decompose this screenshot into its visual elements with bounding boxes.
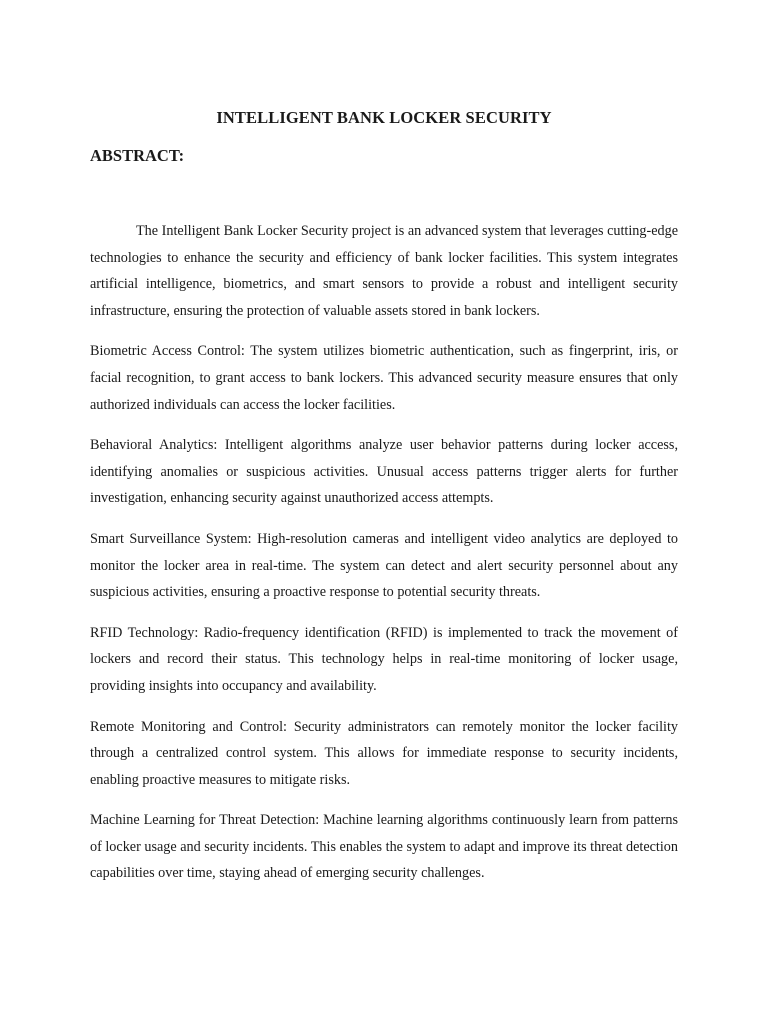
abstract-body <box>90 218 678 901</box>
paragraph-remote-monitoring: Remote Monitoring and Control: Security administrators can remotely monitor the locker facility through a centralized control system. This allows for immediate response to security incidents, enabling proactive measures to mitigate risks. <box>90 718 678 788</box>
paragraph-behavioral-analytics: Behavioral Analytics: Intelligent algorithms analyze user behavior patterns during locker access, identifying anomalies or suspicious activities. Unusual access patterns trigger alerts for further investigation, enhancing security against unauthorized access attempts. <box>90 437 678 507</box>
paragraph-rfid-technology: RFID Technology: Radio-frequency identification (RFID) is implemented to track the movement of lockers and record their status. This technology helps in real-time monitoring of locker usage, providing insights into occupancy and availability. <box>90 624 678 694</box>
paragraph-intro: The Intelligent Bank Locker Security project is an advanced system that leverages cutting-edge technologies to enhance the security and efficiency of bank locker facilities. This system integrates artificial intelligence, biometrics, and smart sensors to provide a robust and intelligent security infrastructure, ensuring the protection of valuable assets stored in bank lockers. <box>90 223 678 319</box>
document-title: INTELLIGENT BANK LOCKER SECURITY <box>216 108 552 127</box>
paragraph-machine-learning: Machine Learning for Threat Detection: Machine learning algorithms continuously learn from patterns of locker usage and security incidents. This enables the system to adapt and improve its threat detection capabilities over time, staying ahead of emerging security challenges. <box>90 812 678 882</box>
paragraph-biometric-access-control: Biometric Access Control: The system utilizes biometric authentication, such as fingerprint, iris, or facial recognition, to grant access to bank lockers. This advanced security measure ensures that only authorized individuals can access the locker facilities. <box>90 343 678 413</box>
abstract-heading: ABSTRACT: <box>90 146 185 165</box>
paragraph-smart-surveillance: Smart Surveillance System: High-resolution cameras and intelligent video analytics are deployed to monitor the locker area in real-time. The system can detect and alert security personnel about any suspicious activities, ensuring a proactive response to potential security threats. <box>90 530 678 601</box>
